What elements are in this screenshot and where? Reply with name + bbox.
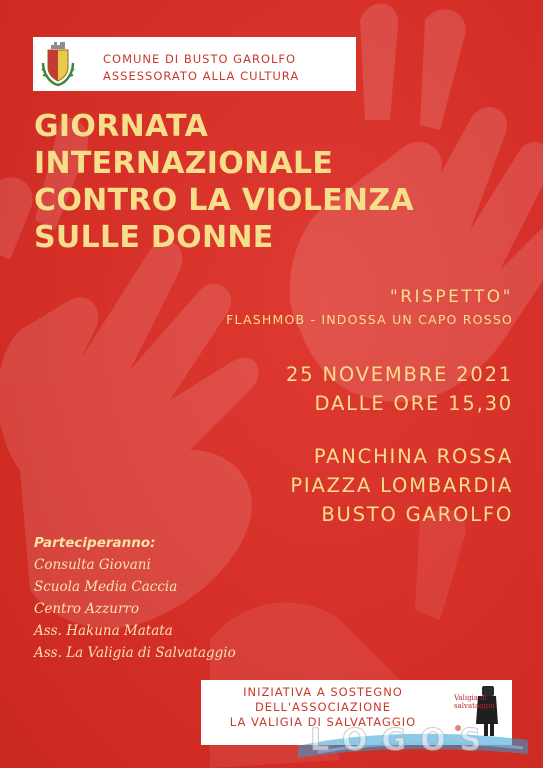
- logos-watermark: [298, 718, 528, 760]
- event-location: [290, 442, 513, 529]
- location-line: PIAZZA LOMBARDIA: [290, 474, 513, 497]
- location-line: PANCHINA ROSSA: [313, 445, 513, 468]
- sponsor-line: DELL'ASSOCIAZIONE: [254, 700, 392, 714]
- event-subtitle: FLASHMOB - INDOSSA UN CAPO ROSSO: [226, 312, 513, 327]
- sponsor-line: INIZIATIVA A SOSTEGNO: [243, 685, 403, 699]
- participant-item: Centro Azzurro: [34, 601, 140, 617]
- title-line: CONTRO LA VIOLENZA: [34, 183, 414, 218]
- event-datetime: [286, 360, 513, 418]
- participant-item: Ass. La Valigia di Salvataggio: [34, 645, 236, 661]
- participant-item: Consulta Giovani: [34, 557, 151, 573]
- event-name: "RISPETTO": [389, 287, 513, 307]
- department-line: ASSESSORATO ALLA CULTURA: [103, 69, 300, 83]
- event-date: 25 NOVEMBRE 2021: [286, 363, 513, 386]
- participants-heading: Parteciperanno:: [34, 535, 156, 551]
- participant-item: Scuola Media Caccia: [34, 579, 178, 595]
- watermark-text: LOGOS: [310, 723, 496, 758]
- title-line: SULLE DONNE: [34, 220, 274, 255]
- logo-caption-line: Valigia di: [454, 694, 487, 702]
- event-time: DALLE ORE 15,30: [314, 392, 513, 415]
- poster-title: [34, 108, 414, 256]
- municipality-header: [33, 37, 356, 91]
- logo-caption-line: salvataggio: [454, 702, 495, 710]
- location-line: BUSTO GAROLFO: [321, 503, 513, 526]
- coat-of-arms-icon: [40, 41, 76, 87]
- logo-caption: [454, 694, 495, 710]
- participants-list: [34, 532, 236, 664]
- participant-item: Ass. Hakuna Matata: [34, 623, 173, 639]
- municipality-name: [103, 51, 299, 85]
- title-line: GIORNATA: [34, 109, 209, 144]
- sponsor-line: LA VALIGIA DI SALVATAGGIO: [229, 715, 417, 729]
- title-line: INTERNAZIONALE: [34, 146, 334, 181]
- municipality-line: COMUNE DI BUSTO GAROLFO: [103, 52, 297, 66]
